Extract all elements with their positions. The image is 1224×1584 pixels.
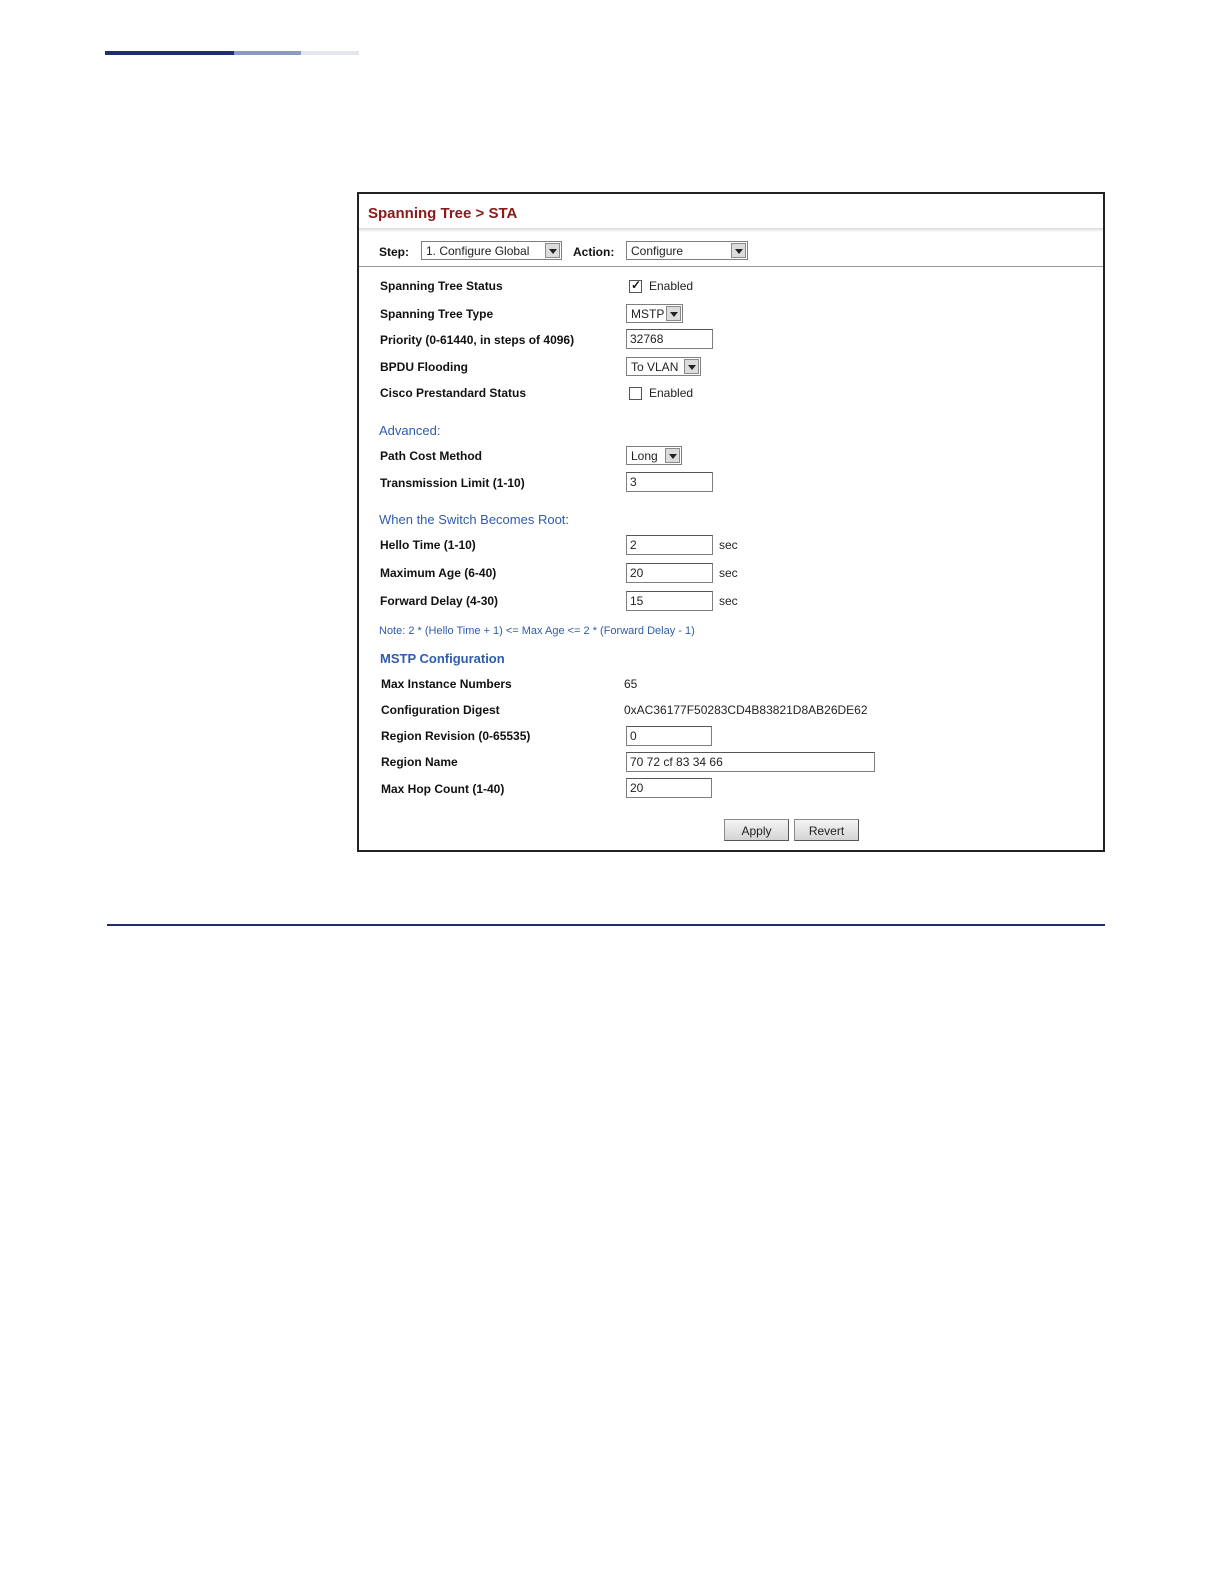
action-select-value: Configure [631, 244, 684, 258]
max-instances-value: 65 [624, 677, 638, 691]
stp-status-checkbox[interactable] [629, 280, 642, 293]
max-age-unit: sec [719, 566, 738, 580]
footer-rule [107, 924, 1105, 926]
step-toolbar [359, 232, 1103, 267]
tx-limit-label: Transmission Limit (1-10) [380, 476, 525, 490]
step-select[interactable] [421, 241, 562, 260]
header-rule-dark [105, 51, 234, 55]
mstp-heading: MSTP Configuration [380, 651, 505, 666]
action-label: Action: [573, 245, 615, 259]
revert-button[interactable]: Revert [794, 819, 859, 841]
page-title: Spanning Tree > STA [368, 205, 518, 222]
max-hop-label: Max Hop Count (1-40) [381, 782, 505, 796]
stp-type-select[interactable] [626, 304, 683, 323]
forward-delay-input[interactable]: 15 [626, 591, 713, 611]
priority-label: Priority (0-61440, in steps of 4096) [380, 333, 575, 347]
max-age-label: Maximum Age (6-40) [380, 566, 497, 580]
cisco-prestandard-checkbox[interactable] [629, 387, 642, 400]
stp-type-label: Spanning Tree Type [380, 307, 494, 321]
region-revision-input[interactable]: 0 [626, 726, 712, 746]
chevron-down-icon[interactable] [666, 306, 681, 321]
header-rule-light [301, 51, 359, 55]
config-digest-value: 0xAC36177F50283CD4B83821D8AB26DE62 [624, 703, 868, 717]
action-select[interactable] [626, 241, 748, 260]
sta-config-panel [357, 192, 1105, 852]
max-age-input[interactable]: 20 [626, 563, 713, 583]
timing-note: Note: 2 * (Hello Time + 1) <= Max Age <= 2 * (Forward Delay - 1) [379, 625, 695, 637]
step-select-value: 1. Configure Global [426, 244, 530, 258]
chevron-down-icon[interactable] [665, 448, 680, 463]
region-revision-label: Region Revision (0-65535) [381, 729, 531, 743]
hello-time-input[interactable]: 2 [626, 535, 713, 555]
advanced-heading: Advanced: [379, 423, 441, 438]
path-cost-select[interactable] [626, 446, 682, 465]
apply-button[interactable]: Apply [724, 819, 789, 841]
forward-delay-unit: sec [719, 594, 738, 608]
hello-time-label: Hello Time (1-10) [380, 538, 476, 552]
region-name-label: Region Name [381, 755, 458, 769]
priority-input[interactable]: 32768 [626, 329, 713, 349]
chevron-down-icon[interactable] [731, 243, 746, 258]
tx-limit-input[interactable]: 3 [626, 472, 713, 492]
region-name-input[interactable]: 70 72 cf 83 34 66 [626, 752, 875, 772]
path-cost-value: Long [631, 449, 658, 463]
cisco-prestandard-label: Cisco Prestandard Status [380, 386, 527, 400]
stp-type-value: MSTP [631, 307, 665, 321]
forward-delay-label: Forward Delay (4-30) [380, 594, 499, 608]
stp-status-label: Spanning Tree Status [380, 279, 503, 293]
root-heading: When the Switch Becomes Root: [379, 512, 570, 527]
bpdu-flooding-label: BPDU Flooding [380, 360, 468, 374]
bpdu-flooding-select[interactable] [626, 357, 701, 376]
bpdu-flooding-value: To VLAN [631, 360, 679, 374]
checkmark-icon: ✓ [631, 278, 642, 292]
step-label: Step: [379, 245, 409, 259]
cisco-prestandard-option: Enabled [649, 386, 694, 400]
header-rule-mid [234, 51, 301, 55]
hello-time-unit: sec [719, 538, 738, 552]
max-hop-input[interactable]: 20 [626, 778, 712, 798]
config-digest-label: Configuration Digest [381, 703, 500, 717]
chevron-down-icon[interactable] [684, 359, 699, 374]
chevron-down-icon[interactable] [545, 243, 560, 258]
max-instances-label: Max Instance Numbers [381, 677, 512, 691]
path-cost-label: Path Cost Method [380, 449, 482, 463]
stp-status-option: Enabled [649, 279, 694, 293]
